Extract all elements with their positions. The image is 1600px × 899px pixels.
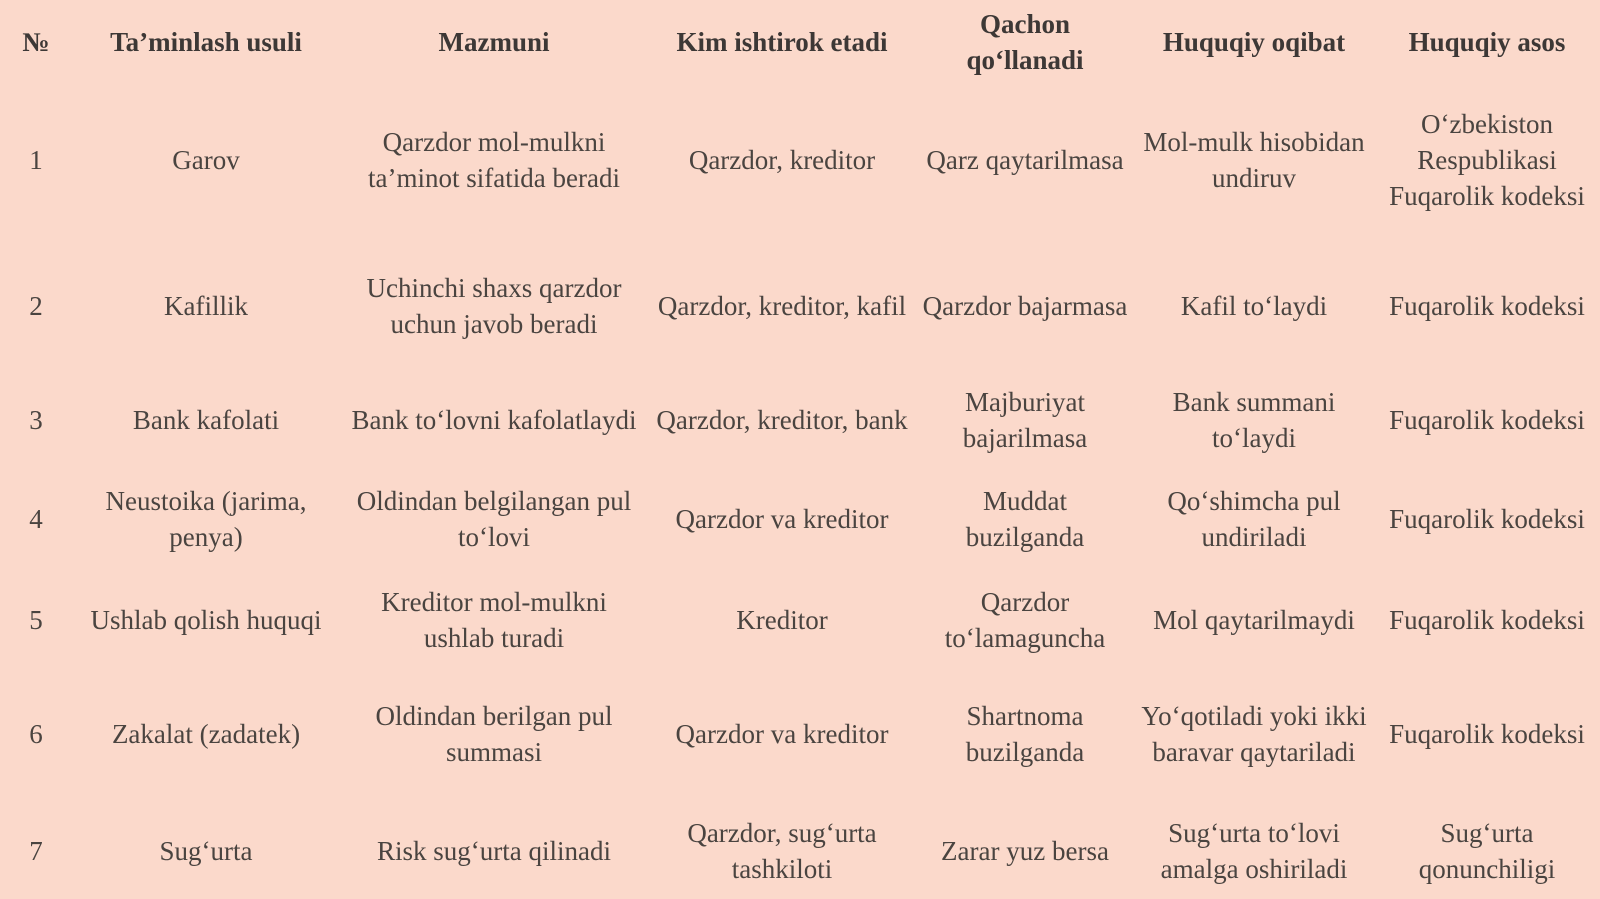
cell-when-applied: Majburiyat bajarilmasa [962, 387, 1088, 453]
table-row [0, 236, 1600, 376]
cell-participants: Qarzdor, kreditor, bank [656, 405, 908, 435]
cell-legal-basis: Fuqarolik kodeksi [1389, 405, 1585, 435]
cell-method: Garov [172, 145, 240, 175]
cell-legal-consequence: Bank summani to‘laydi [1172, 387, 1336, 453]
cell-participants: Qarzdor, sug‘urta tashkiloti [687, 817, 877, 884]
cell-legal-consequence: Sug‘urta to‘lovi amalga oshiriladi [1160, 817, 1348, 884]
header-number: № [22, 27, 50, 57]
header-content: Mazmuni [438, 27, 550, 57]
cell-method: Zakalat (zadatek) [111, 719, 301, 749]
cell-legal-basis: Fuqarolik kodeksi [1389, 719, 1585, 749]
cell-legal-basis: Fuqarolik kodeksi [1389, 605, 1585, 635]
cell-legal-consequence: Yo‘qotiladi yoki ikki baravar qaytariladi [1141, 701, 1367, 767]
header-legal-consequence: Huquqiy oqibat [1162, 27, 1346, 57]
cell-number: 4 [29, 504, 43, 534]
cell-legal-consequence: Kafil to‘laydi [1180, 291, 1328, 321]
cell-participants: Qarzdor, kreditor, kafil [657, 291, 907, 321]
table-row [0, 574, 1600, 666]
cell-legal-basis: Fuqarolik kodeksi [1389, 291, 1585, 321]
cell-number: 3 [29, 405, 43, 435]
cell-legal-consequence: Mol-mulk hisobidan undiruv [1143, 127, 1365, 193]
cell-method: Sug‘urta [159, 835, 253, 866]
cell-participants: Kreditor [736, 605, 828, 635]
cell-content: Oldindan belgilangan pul to‘lovi [356, 486, 632, 552]
cell-when-applied: Zarar yuz bersa [941, 835, 1109, 866]
cell-participants: Qarzdor va kreditor [675, 719, 889, 749]
cell-legal-basis: O‘zbekiston Respublikasi Fuqarolik kodeksi [1389, 109, 1585, 211]
cell-participants: Qarzdor, kreditor [688, 145, 876, 175]
header-participants: Kim ishtirok etadi [676, 27, 888, 57]
cell-when-applied: Muddat buzilganda [965, 486, 1085, 552]
cell-content: Oldindan berilgan pul summasi [375, 701, 613, 767]
cell-method: Bank kafolati [132, 405, 280, 435]
cell-when-applied: Qarz qaytarilmasa [926, 145, 1124, 175]
table-row [0, 84, 1600, 236]
cell-when-applied: Shartnoma buzilganda [965, 701, 1085, 767]
table-row [0, 376, 1600, 464]
cell-content: Bank to‘lovni kafolatlaydi [351, 405, 637, 435]
cell-number: 6 [29, 719, 43, 749]
cell-method: Ushlab qolish huquqi [90, 605, 322, 635]
table-row [0, 666, 1600, 802]
cell-number: 2 [29, 291, 43, 321]
cell-content: Kreditor mol-mulkni ushlab turadi [381, 587, 607, 653]
cell-legal-consequence: Qo‘shimcha pul undiriladi [1167, 486, 1341, 552]
table-header [0, 0, 1600, 84]
cell-method: Kafillik [164, 291, 248, 321]
cell-number: 7 [29, 835, 43, 866]
header-when-applied: Qachon qo‘llanadi [966, 9, 1084, 75]
table-row [0, 464, 1600, 574]
cell-content: Qarzdor mol-mulkni ta’minot sifatida beradi [368, 127, 620, 193]
cell-content: Uchinchi shaxs qarzdor uchun javob beradi [366, 273, 622, 339]
cell-when-applied: Qarzdor bajarmasa [922, 291, 1128, 321]
cell-when-applied: Qarzdor to‘lamaguncha [944, 587, 1106, 653]
cell-legal-consequence: Mol qaytarilmaydi [1153, 605, 1355, 635]
cell-participants: Qarzdor va kreditor [675, 504, 889, 534]
cell-number: 5 [29, 605, 43, 635]
cell-method: Neustoika (jarima, penya) [105, 486, 307, 552]
header-method: Ta’minlash usuli [110, 27, 302, 57]
table-body [0, 84, 1600, 899]
cell-number: 1 [29, 145, 43, 175]
header-legal-basis: Huquqiy asos [1408, 27, 1566, 57]
cell-content: Risk sug‘urta qilinadi [377, 835, 611, 866]
table-row [0, 802, 1600, 899]
header-row [0, 0, 1600, 84]
cell-legal-basis: Fuqarolik kodeksi [1389, 504, 1585, 534]
cell-legal-basis: Sug‘urta qonunchiligi [1418, 817, 1556, 884]
